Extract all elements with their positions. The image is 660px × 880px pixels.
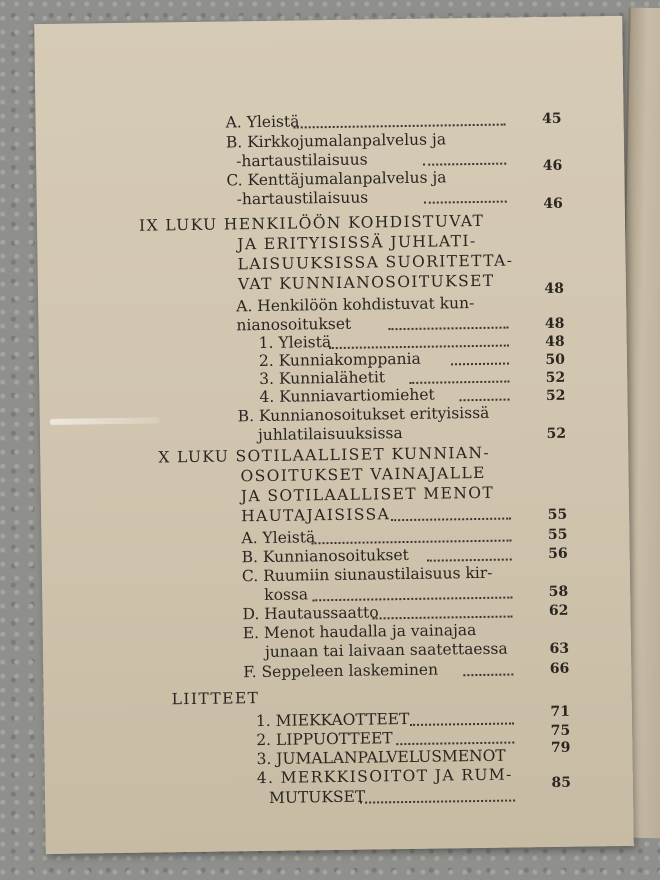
dot-leader: [451, 353, 509, 366]
toc-entry-text: F. Seppeleen laskeminen: [243, 660, 439, 682]
toc-entry-text: -hartaustilaisuus: [236, 150, 368, 171]
toc-entry-text: 2. Kunniakomppania: [258, 349, 421, 371]
toc-entry-text: OSOITUKSET VAINAJALLE: [240, 463, 486, 486]
toc-page-number: 52: [545, 387, 566, 405]
dot-leader: [427, 549, 512, 562]
toc-entry-text: C. Kenttäjumalanpalvelus ja: [226, 168, 447, 190]
toc-entry-text: MUTUKSET: [268, 787, 366, 807]
dot-leader: [396, 732, 514, 746]
toc-entry-text: LIITTEET: [171, 689, 260, 709]
toc-entry-text: B. Kunnianosoitukset: [241, 545, 409, 567]
toc-page-number: 55: [547, 526, 568, 544]
dot-leader: [388, 317, 508, 331]
toc-entry-text: -hartaustilaisuus: [236, 188, 369, 209]
dot-leader: [423, 153, 506, 166]
toc-page-number: 71: [550, 703, 570, 721]
toc-entry-text: nianosoitukset: [236, 314, 352, 335]
toc-entry-text: 3. JUMALANPALVELUSMENOT: [256, 746, 506, 769]
dot-leader: [424, 191, 507, 204]
toc-page-number: 46: [542, 157, 563, 175]
dot-leader: [294, 114, 506, 129]
toc-page-number: 79: [550, 739, 571, 757]
toc-page-number: 52: [545, 369, 566, 387]
toc-entry-text: A. Henkilöön kohdistuvat kun-: [236, 294, 475, 316]
toc-page-number: 63: [549, 640, 570, 658]
toc-entry-text: B. Kirkkojumalanpalvelus ja: [225, 130, 447, 152]
toc-entry-text: JA SOTILAALLISET MENOT: [240, 483, 495, 506]
toc-entry-text: B. Kunnianosoitukset erityisissä: [237, 403, 490, 426]
toc-page-number: 48: [544, 280, 565, 298]
toc-page-number: 50: [545, 351, 566, 369]
toc-page-number: 75: [550, 722, 571, 740]
dot-leader: [391, 508, 511, 522]
dot-leader: [312, 587, 512, 602]
toc-entry-text: E. Menot haudalla ja vainajaa: [242, 621, 477, 643]
toc-page-number: 56: [548, 545, 568, 563]
toc-entry-text: HAUTAJAISISSA: [241, 505, 391, 526]
toc-entry-text: juhlatilaisuuksissa: [257, 424, 403, 445]
dot-leader: [463, 664, 513, 677]
toc-entry-text: 4. MERKKISOITOT JA RUM-: [256, 765, 513, 788]
toc-page-number: 48: [544, 315, 565, 333]
toc-entry-text: JA ERITYISISSÄ JUHLATI-: [237, 231, 477, 254]
toc-entry-text: X LUKU SOTILAALLISET KUNNIAN-: [158, 443, 491, 467]
dot-leader: [410, 713, 514, 726]
toc-page-number: 52: [546, 425, 567, 443]
toc-entry-text: 3. Kunnialähetit: [259, 368, 386, 389]
toc-entry-text: junaan tai laivaan saatettaessa: [264, 639, 508, 661]
toc-entry-text: VAT KUNNIANOSOITUKSET: [237, 271, 495, 294]
dot-leader: [372, 606, 512, 620]
dot-leader: [459, 389, 509, 402]
toc-entry-text: 2. LIPPUOTTEET: [256, 729, 393, 750]
toc-page-number: 66: [549, 660, 570, 678]
toc-entry-text: 1. Yleistä: [258, 333, 332, 353]
toc-page-number: 55: [547, 506, 568, 524]
toc-entry-text: 1. MIEKKAOTTEET: [255, 709, 410, 731]
toc-page-number: 46: [543, 195, 563, 213]
dot-leader: [409, 371, 509, 384]
dot-leader: [360, 790, 515, 804]
toc-entry-text: D. Hautaussaatto: [242, 603, 379, 624]
toc-page-number: 85: [551, 774, 571, 791]
toc-entry-text: 4. Kunniavartiomiehet: [259, 385, 435, 407]
toc-entry-text: C. Ruumiin siunaustilaisuus kir-: [241, 563, 493, 586]
toc-page-number: 48: [545, 333, 565, 351]
book-page: [34, 16, 634, 854]
table-of-contents: [34, 16, 622, 807]
toc-entry-text: LAISUUKSISSA SUORITETTA-: [237, 251, 514, 274]
toc-page-number: 58: [548, 583, 569, 601]
toc-entry-text: A. Yleistä: [241, 528, 316, 548]
dot-leader: [329, 335, 509, 350]
toc-entry-text: IX LUKU HENKILÖÖN KOHDISTUVAT: [138, 211, 485, 235]
dot-leader: [311, 530, 511, 545]
toc-page-number: 45: [542, 110, 562, 128]
toc-entry-text: A. Yleistä: [225, 112, 300, 132]
toc-entry-text: kossa: [264, 585, 309, 604]
toc-page-number: 62: [548, 602, 569, 620]
